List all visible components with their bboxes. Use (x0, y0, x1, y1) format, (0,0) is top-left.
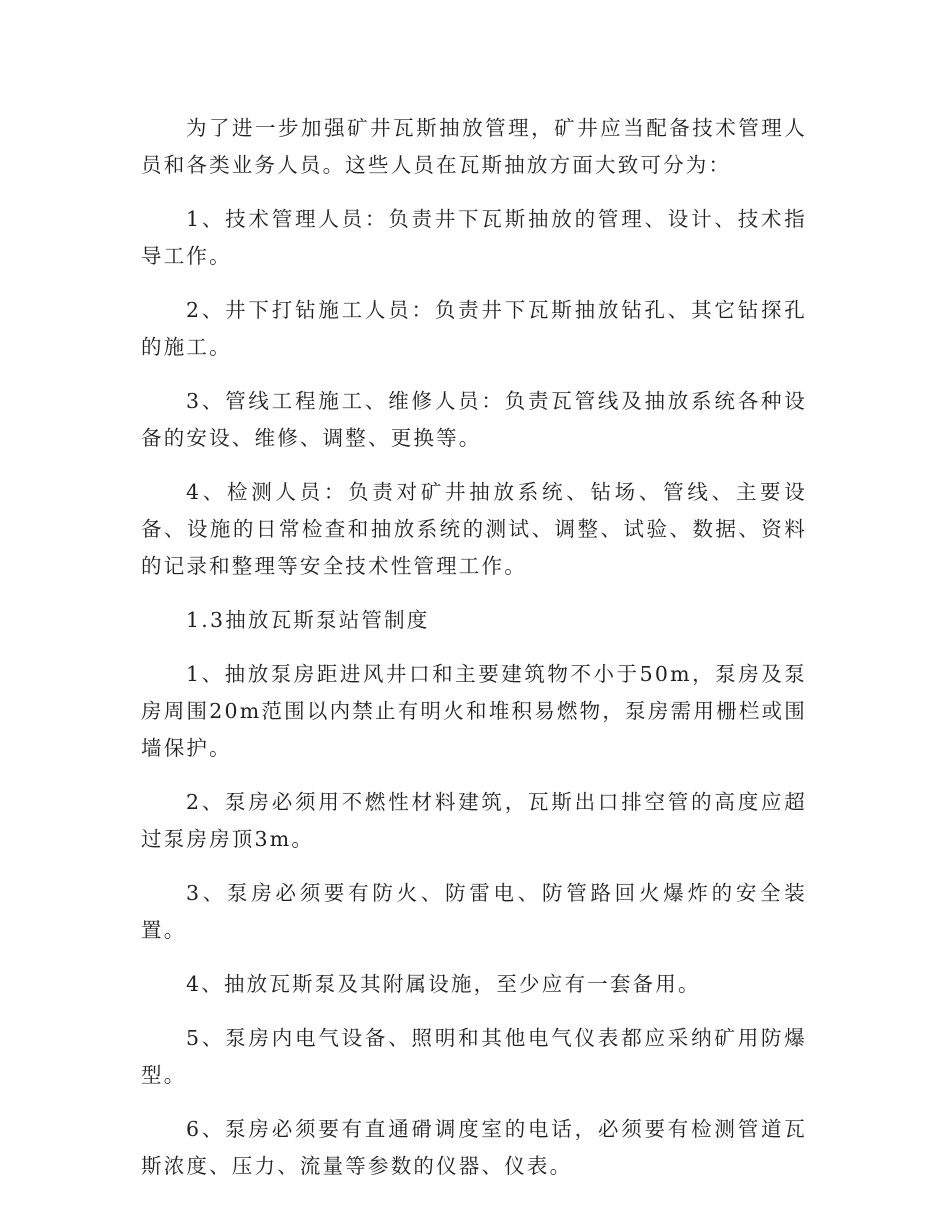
rule-explosion-proof: 5、泵房内电气设备、照明和其他电气仪表都应采纳矿用防爆型。 (141, 1026, 807, 1087)
rule-phone-instruments: 6、泵房必须要有直通磆调度室的电话，必须要有检测管道瓦斯浓度、压力、流量等参数的仪器、仪表。 (141, 1117, 807, 1178)
rule-pump-house-distance: 1、抽放泵房距进风井口和主要建筑物不小于50m，泵房及泵房周围20m范围以内禁止有明火和堆积易燃物，泵房需用栅栏或围墙保护。 (141, 662, 807, 760)
rule-pump-house-material: 2、泵房必须用不燃性材料建筑，瓦斯出口排空管的高度应超过泵房房顶3m。 (141, 790, 807, 851)
item-technical-staff: 1、技术管理人员：负责井下瓦斯抽放的管理、设计、技术指导工作。 (141, 207, 807, 268)
rule-backup-pump: 4、抽放瓦斯泵及其附属设施，至少应有一套备用。 (186, 972, 701, 996)
item-inspection-staff: 4、检测人员：负责对矿井抽放系统、钻场、管线、主要设备、设施的日常检查和抽放系统的测试、调整、试验、数据、资料的记录和整理等安全技术性管理工作。 (141, 480, 807, 578)
document-body (141, 110, 807, 1202)
item-pipeline-staff: 3、管线工程施工、维修人员：负责瓦管线及抽放系统各种设备的安设、维修、调整、更换等。 (141, 389, 807, 450)
item-drilling-staff: 2、井下打钻施工人员：负责井下瓦斯抽放钻孔、其它钻探孔的施工。 (141, 298, 807, 359)
section-heading: 1.3抽放瓦斯泵站管制度 (186, 608, 430, 632)
intro-paragraph: 为了进一步加强矿井瓦斯抽放管理，矿井应当配备技术管理人员和各类业务人员。这些人员在瓦斯抽放方面大致可分为： (141, 116, 807, 177)
rule-safety-devices: 3、泵房必须要有防火、防雷电、防管路回火爆炸的安全装置。 (141, 881, 807, 942)
